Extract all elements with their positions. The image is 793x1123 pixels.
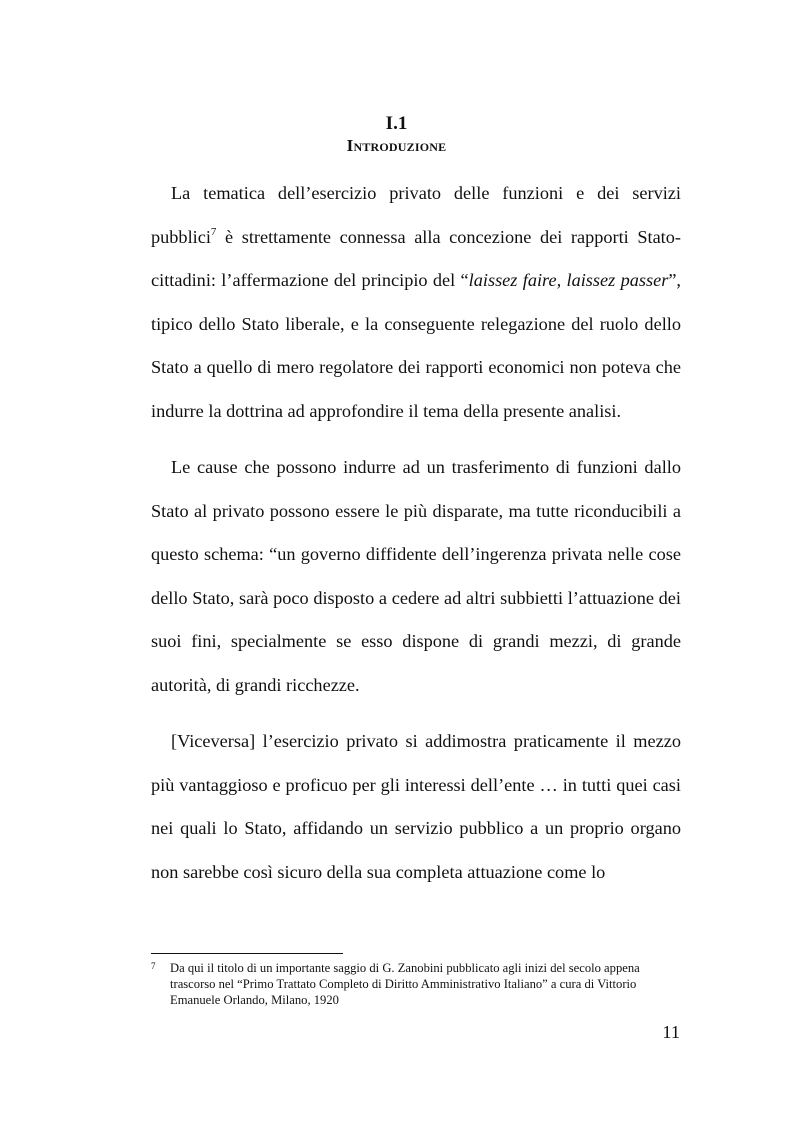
page-number: 11 (662, 1022, 680, 1042)
footnote (151, 960, 681, 1008)
footnote-reference: 7 (210, 225, 217, 238)
section-number: I.1 (385, 113, 408, 134)
paragraph-1-text-c: ”, tipico dello Stato liberale, e la conseguente relegazione del ruolo dello Stato a quello di mero regolatore dei rapporti economici non poteva che indurre la dottrina ad approfondire il tema della presente analisi. (151, 270, 681, 421)
paragraph-1 (151, 172, 681, 433)
paragraph-3: [Viceversa] l’esercizio privato si addimostra praticamente il mezzo più vantaggioso e proficuo per gli interessi dell’ente … in tutti quei casi nei quali lo Stato, affidando un servizio pubblico a un proprio organo non sarebbe così sicuro della sua completa attuazione come lo (151, 731, 681, 882)
footnote-text: Da qui il titolo di un importante saggio di G. Zanobini pubblicato agli inizi del secolo appena trascorso nel “Primo Trattato Completo di Diritto Amministrativo Italiano” a cura di Vittorio Emanuele Orlando, Milano, 1920 (170, 961, 640, 1007)
footnote-mark: 7 (151, 961, 156, 971)
footnote-separator (151, 953, 343, 954)
paragraph-1-italic: laissez faire, laissez passer (468, 270, 669, 290)
paragraph-1-text-b: è strettamente connessa alla concezione dei rapporti Stato-cittadini: l’affermazione del principio del “ (151, 226, 681, 290)
paragraph-1-text-a: La tematica dell’esercizio privato delle funzioni e dei servizi pubblici (151, 183, 681, 247)
paragraph-2: Le cause che possono indurre ad un trasferimento di funzioni dallo Stato al privato possono essere le più disparate, ma tutte riconducibili a questo schema: “un governo diffidente dell’ingerenza privata nelle cose dello Stato, sarà poco disposto a cedere ad altri subbietti l’attuazione dei suoi fini, specialmente se esso dispone di grandi mezzi, di grande autorità, di grandi ricchezze. (151, 457, 681, 695)
body-text (151, 172, 681, 907)
section-title: Introduzione (346, 136, 447, 155)
